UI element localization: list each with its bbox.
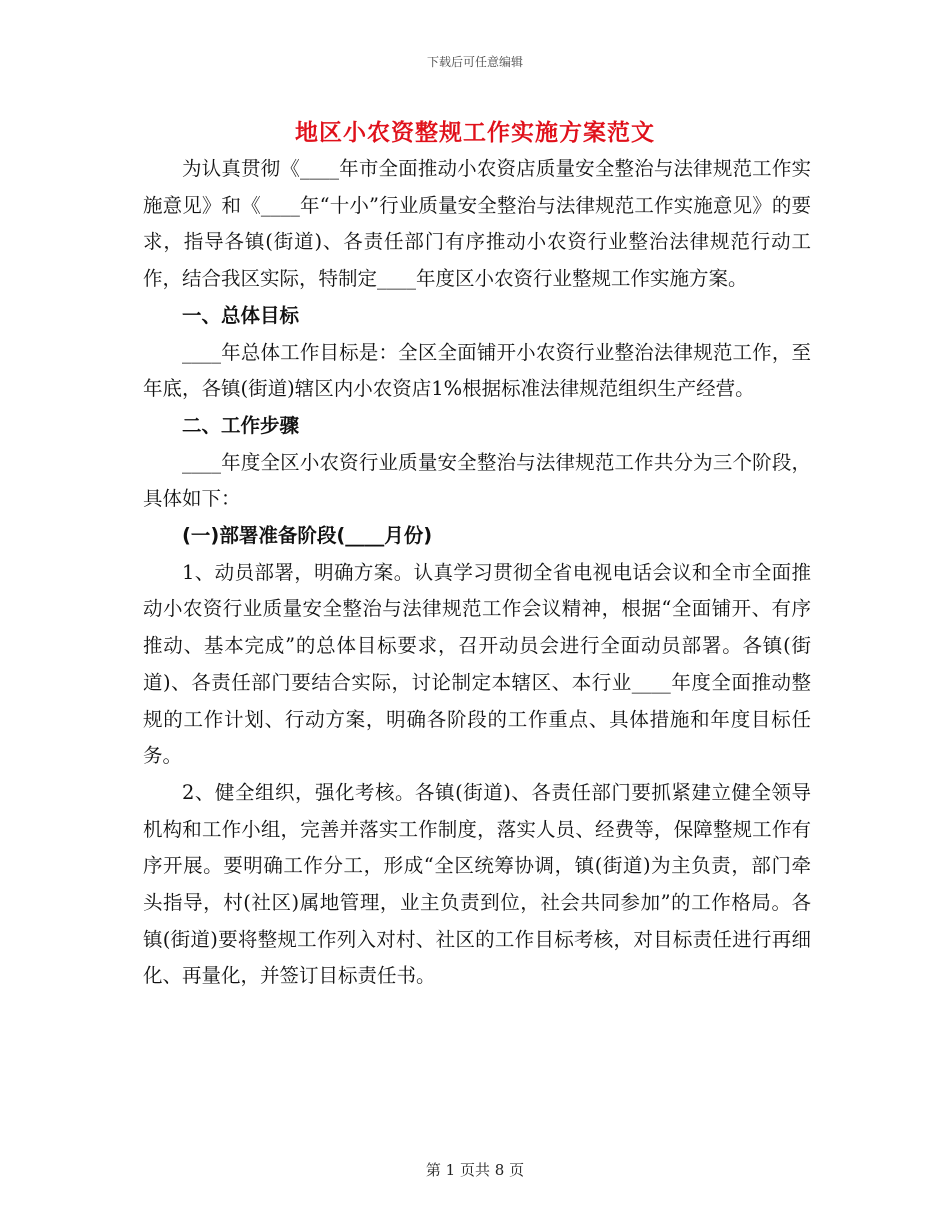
subsection-heading-preparation: (一)部署准备阶段(____月份)	[182, 524, 433, 548]
document-body	[143, 151, 811, 995]
intro-paragraph: 为认真贯彻《____年市全面推动小农资店质量安全整治与法律规范工作实施意见》和《____年“十小”行业质量安全整治与法律规范工作实施意见》的要求，指导各镇(街道)、各责任部门有序推动小农资行业整治法律规范行动工作，结合我区实际，特制定____年度区小农资行业整规工作实施方案。	[143, 157, 811, 291]
work-steps-paragraph: ____年度全区小农资行业质量安全整治与法律规范工作共分为三个阶段，具体如下：	[143, 450, 811, 511]
overall-goal-paragraph: ____年总体工作目标是：全区全面铺开小农资行业整治法律规范工作，至年底，各镇(街道)辖区内小农资店1%根据标准法律规范组织生产经营。	[143, 340, 811, 401]
page-footer: 第 1 页共 8 页	[425, 1161, 525, 1179]
header-note: 下载后可任意编辑	[426, 55, 523, 69]
item-1-paragraph: 1、动员部署，明确方案。认真学习贯彻全省电视电话会议和全市全面推动小农资行业质量安全整治与法律规范工作会议精神，根据“全面铺开、有序推动、基本完成”的总体目标要求，召开动员会进行全面动员部署。各镇(街道)、各责任部门要结合实际，讨论制定本辖区、本行业____年度全面推动整规的工作计划、行动方案，明确各阶段的工作重点、具体措施和年度目标任务。	[143, 560, 811, 768]
section-heading-work-steps: 二、工作步骤	[182, 413, 300, 437]
section-heading-overall-goal: 一、总体目标	[182, 303, 300, 327]
item-2-paragraph: 2、健全组织，强化考核。各镇(街道)、各责任部门要抓紧建立健全领导机构和工作小组，完善并落实工作制度，落实人员、经费等，保障整规工作有序开展。要明确工作分工，形成“全区统筹协调，镇(街道)为主负责，部门牵头指导，村(社区)属地管理，业主负责到位，社会共同参加”的工作格局。各镇(街道)要将整规工作列入对村、社区的工作目标考核，对目标责任进行再细化、再量化，并签订目标责任书。	[143, 780, 811, 988]
document-title: 地区小农资整规工作实施方案范文	[295, 119, 655, 146]
